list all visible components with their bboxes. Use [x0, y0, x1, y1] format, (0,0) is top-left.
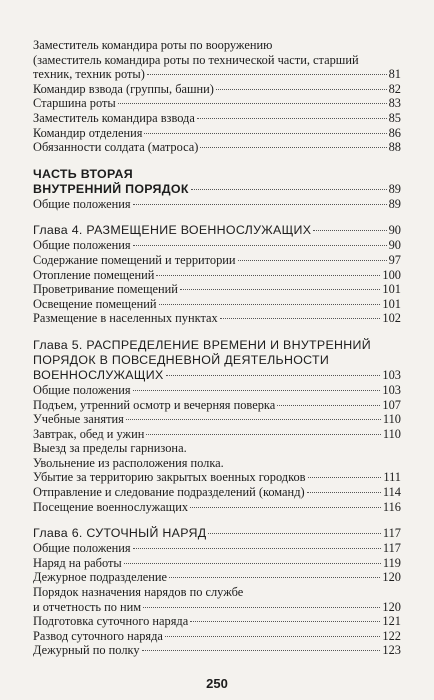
toc-entry-page: 114 [382, 485, 401, 500]
toc-entry [33, 398, 401, 413]
toc-entry [33, 297, 401, 312]
toc-entry-page: 117 [382, 526, 401, 541]
toc-entry-page: 89 [388, 181, 401, 196]
toc-entry [33, 614, 401, 629]
toc-entry-title: Освещение помещений [33, 296, 157, 311]
toc-entry-title: Убытие за территорию закрытых военных городков [33, 470, 306, 485]
toc-entry-title: ЧАСТЬ ВТОРАЯ [33, 166, 133, 181]
toc-entry-title: и отчетность по ним [33, 599, 142, 614]
toc-entry-title: Проветривание помещений [33, 282, 178, 297]
toc-entry [33, 412, 401, 427]
toc-entry-page: 103 [382, 382, 401, 397]
dot-leader [313, 230, 386, 231]
chapter-heading [33, 526, 401, 541]
chapter-heading [33, 368, 401, 383]
dot-leader [190, 621, 380, 622]
toc-entry [33, 585, 401, 600]
dot-leader [124, 563, 381, 564]
toc-entry-title: Развод суточного наряда [33, 628, 163, 643]
toc-entry-title: Заместитель командира роты по вооружению [33, 38, 273, 52]
toc-entry [33, 556, 401, 571]
dot-leader [159, 304, 381, 305]
dot-leader [147, 74, 387, 75]
toc-entry-page: 81 [388, 67, 401, 82]
toc-entry [33, 53, 401, 68]
toc-entry-page: 86 [388, 125, 401, 140]
toc-entry [33, 96, 401, 111]
toc-entry-page: 100 [382, 267, 401, 282]
toc-entry-title: Наряд на работы [33, 555, 122, 570]
toc-entry-page: 119 [382, 555, 401, 570]
toc-entry [33, 485, 401, 500]
toc-entry-title: Глава 6. СУТОЧНЫЙ НАРЯД [33, 526, 207, 541]
section-gap [33, 514, 401, 526]
toc-entry-title: ВНУТРЕННИЙ ПОРЯДОК [33, 181, 189, 196]
dot-leader [126, 419, 381, 420]
toc-entry [33, 268, 401, 283]
table-of-contents [33, 38, 401, 658]
toc-entry-title: Старшина роты [33, 96, 116, 111]
section-gap [33, 326, 401, 338]
dot-leader [166, 375, 381, 376]
dot-leader [308, 477, 382, 478]
toc-entry-title: (заместитель командира роты по технической части, старший [33, 52, 359, 67]
toc-entry-page: 110 [382, 426, 401, 441]
toc-entry-page: 85 [388, 110, 401, 125]
dot-leader [307, 492, 381, 493]
chapter-heading [33, 223, 401, 238]
toc-entry-title: Обязанности солдата (матроса) [33, 140, 199, 155]
toc-entry-title: Общие положения [33, 196, 131, 211]
dot-leader [133, 390, 381, 391]
toc-entry [33, 383, 401, 398]
toc-entry-title: ВОЕННОСЛУЖАЩИХ [33, 367, 164, 382]
toc-entry-page: 103 [382, 367, 401, 382]
dot-leader [133, 548, 381, 549]
toc-entry [33, 570, 401, 585]
toc-entry-page: 117 [382, 541, 401, 556]
toc-entry-title: Отправление и следование подразделений (команд) [33, 485, 305, 500]
toc-entry [33, 111, 401, 126]
toc-entry-page: 121 [382, 614, 401, 629]
toc-entry [33, 238, 401, 253]
dot-leader [277, 405, 380, 406]
toc-entry-title: Подъем, утренний осмотр и вечерняя поверка [33, 397, 276, 412]
toc-entry-title: Заместитель командира взвода [33, 110, 195, 125]
toc-entry [33, 427, 401, 442]
dot-leader [142, 650, 381, 651]
toc-entry-title: Дежурный по полку [33, 643, 140, 658]
toc-entry-title: Общие положения [33, 238, 131, 253]
toc-entry-title: ПОРЯДОК В ПОВСЕДНЕВНОЙ ДЕЯТЕЛЬНОСТИ [33, 352, 330, 367]
dot-leader [208, 533, 380, 534]
toc-entry-title: Выезд за пределы гарнизона. [33, 441, 187, 456]
toc-entry-title: Дежурное подразделение [33, 570, 168, 585]
toc-entry-page: 123 [382, 643, 401, 658]
toc-entry-title: Командир отделения [33, 125, 143, 140]
toc-entry-title: Содержание помещений и территории [33, 252, 236, 267]
toc-entry-title: Увольнение из расположения полка. [33, 455, 224, 470]
dot-leader [180, 289, 380, 290]
toc-entry-page: 111 [383, 470, 401, 485]
toc-entry [33, 311, 401, 326]
dot-leader [144, 133, 386, 134]
toc-entry-title: Командир взвода (группы, башни) [33, 81, 214, 96]
section-gap [33, 211, 401, 223]
toc-entry [33, 67, 401, 82]
toc-entry-title: Учебные занятия [33, 412, 124, 427]
dot-leader [118, 103, 387, 104]
dot-leader [133, 204, 387, 205]
toc-entry-title: Глава 5. РАСПРЕДЕЛЕНИЕ ВРЕМЕНИ И ВНУТРЕННИЙ [33, 337, 371, 352]
toc-entry-title: Завтрак, обед и ужин [33, 426, 145, 441]
toc-entry [33, 253, 401, 268]
dot-leader [216, 89, 387, 90]
toc-entry [33, 600, 401, 615]
toc-entry-page: 83 [388, 96, 401, 111]
toc-entry [33, 541, 401, 556]
toc-entry-title: Размещение в населенных пунктах [33, 311, 218, 326]
toc-entry-page: 88 [388, 140, 401, 155]
toc-entry-page: 110 [382, 412, 401, 427]
toc-entry [33, 470, 401, 485]
dot-leader [220, 318, 381, 319]
toc-entry [33, 38, 401, 53]
dot-leader [146, 434, 380, 435]
dot-leader [169, 577, 380, 578]
toc-entry [33, 441, 401, 456]
page-number: 250 [206, 676, 228, 691]
toc-entry [33, 82, 401, 97]
section-gap [33, 155, 401, 167]
toc-entry [33, 140, 401, 155]
dot-leader [238, 260, 387, 261]
toc-entry-title: Посещение военнослужащих [33, 499, 189, 514]
toc-entry-title: Отопление помещений [33, 267, 155, 282]
toc-entry [33, 643, 401, 658]
toc-entry-title: Общие положения [33, 541, 131, 556]
toc-entry-page: 101 [382, 296, 401, 311]
toc-entry-page: 82 [388, 81, 401, 96]
toc-entry-page: 122 [382, 628, 401, 643]
dot-leader [191, 189, 387, 190]
part-heading [33, 182, 401, 197]
toc-entry-title: Глава 4. РАЗМЕЩЕНИЕ ВОЕННОСЛУЖАЩИХ [33, 223, 312, 238]
toc-entry-page: 97 [388, 252, 401, 267]
toc-entry-page: 120 [382, 599, 401, 614]
toc-entry-title: техник, техник роты) [33, 67, 145, 82]
toc-entry-title: Подготовка суточного наряда [33, 614, 189, 629]
toc-entry [33, 197, 401, 212]
toc-entry-page: 107 [382, 397, 401, 412]
chapter-heading [33, 353, 401, 368]
toc-entry-page: 102 [382, 311, 401, 326]
dot-leader [165, 636, 381, 637]
toc-entry-title: Общие положения [33, 382, 131, 397]
toc-entry [33, 126, 401, 141]
toc-entry-page: 120 [382, 570, 401, 585]
toc-entry-page: 116 [382, 499, 401, 514]
dot-leader [190, 507, 381, 508]
toc-entry-title: Порядок назначения нарядов по службе [33, 585, 244, 600]
part-heading [33, 167, 401, 182]
toc-entry-page: 101 [382, 282, 401, 297]
dot-leader [143, 607, 380, 608]
dot-leader [156, 275, 380, 276]
toc-entry [33, 629, 401, 644]
toc-entry [33, 500, 401, 515]
toc-entry [33, 456, 401, 471]
toc-entry [33, 282, 401, 297]
toc-entry-page: 90 [388, 238, 401, 253]
toc-entry-page: 89 [388, 196, 401, 211]
chapter-heading [33, 338, 401, 353]
toc-entry-page: 90 [388, 223, 401, 238]
dot-leader [133, 245, 387, 246]
dot-leader [197, 118, 387, 119]
dot-leader [200, 147, 386, 148]
